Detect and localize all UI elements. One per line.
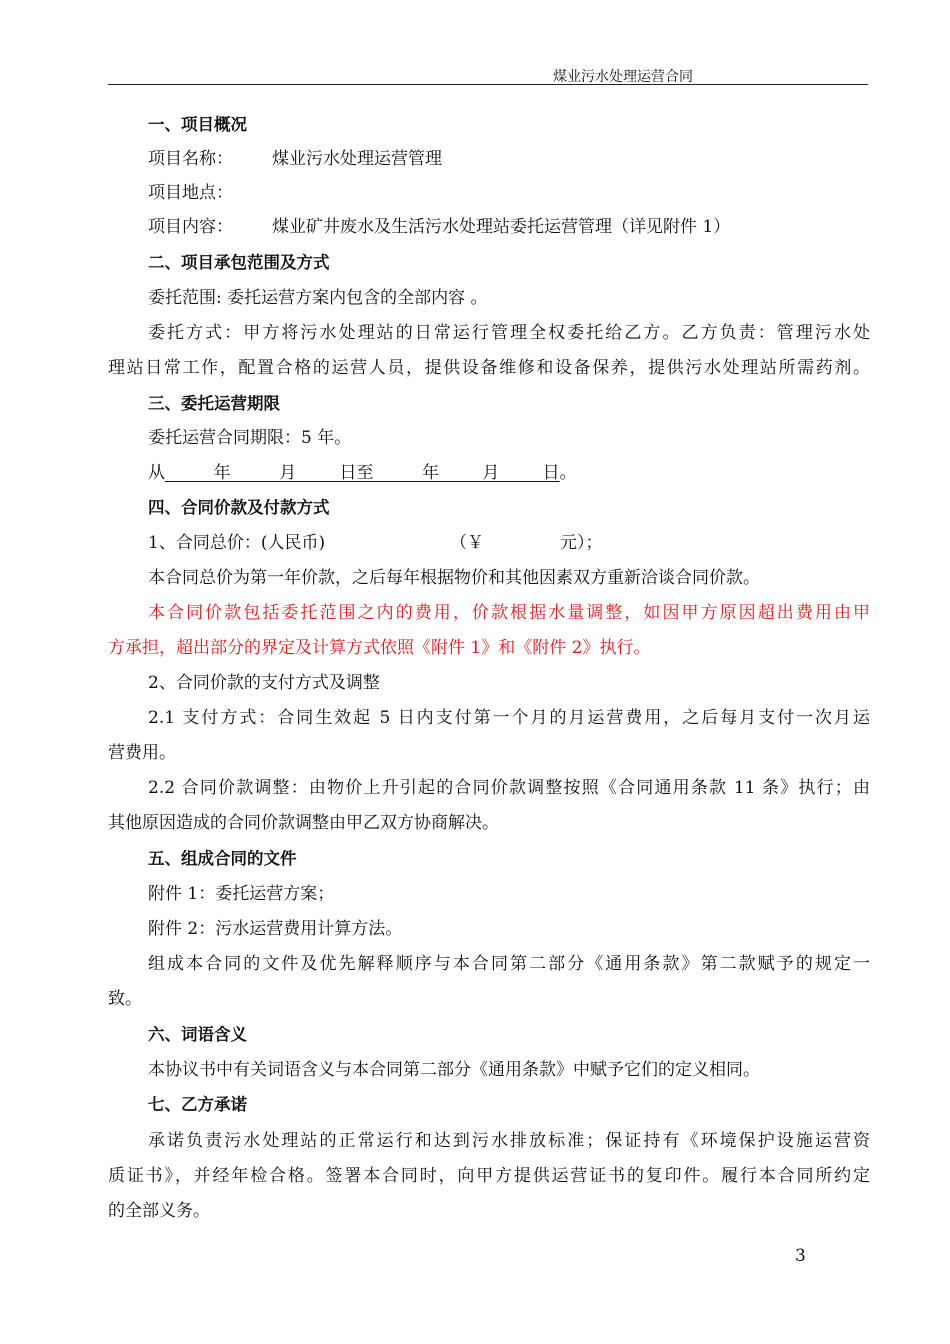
section-5-heading: 五、组成合同的文件 [148, 849, 297, 868]
total-price-row [148, 532, 870, 554]
header-divider [108, 84, 868, 85]
payment-subheading: 2、合同价款的支付方式及调整 [148, 673, 380, 693]
project-content-row [148, 216, 870, 238]
definitions-text: 本协议书中有关词语含义与本合同第二部分《通用条款》中赋予它们的定义相同。 [148, 1060, 760, 1080]
documents-order-line-2: 致。 [108, 989, 142, 1009]
term-from-label: 从 [148, 463, 165, 483]
attachment-2: 附件 2：污水运营费用计算方法。 [148, 919, 403, 939]
price-adjust-line-2: 其他原因造成的合同价款调整由甲乙双方协商解决。 [108, 813, 499, 833]
project-name-row [148, 148, 870, 170]
method-text-line-1: 委托方式：甲方将污水处理站的日常运行管理全权委托给乙方。乙方负责：管理污水处 [148, 323, 870, 343]
commitment-line-1: 承诺负责污水处理站的正常运行和达到污水排放标准；保证持有《环境保护设施运营资 [148, 1131, 870, 1151]
section-3-heading: 三、委托运营期限 [148, 394, 280, 413]
total-price-unit: 元）； [560, 533, 603, 553]
method-text-line-2: 理站日常工作，配置合格的运营人员，提供设备维修和设备保养，提供污水处理站所需药剂。 [108, 358, 870, 378]
section-1-heading: 一、项目概况 [148, 115, 247, 134]
payment-method-line-1: 2.1 支付方式：合同生效起 5 日内支付第一个月的月运营费用，之后每月支付一次月运 [148, 708, 870, 728]
header-title: 煤业污水处理运营合同 [553, 69, 693, 85]
project-content-value: 煤业矿井废水及生活污水处理站委托运营管理（详见附件 1） [272, 217, 731, 237]
total-price-label: 1、合同总价：(人民币) [148, 533, 326, 553]
section-2-heading: 二、项目承包范围及方式 [148, 253, 330, 272]
attachment-1: 附件 1：委托运营方案； [148, 884, 335, 904]
section-7-heading: 七、乙方承诺 [148, 1095, 247, 1114]
term-date-blanks: 年 月 日至 年 月 日 [165, 463, 560, 483]
commitment-line-3: 的全部义务。 [108, 1201, 210, 1221]
price-adjustment-note-line-1: 本合同价款包括委托范围之内的费用，价款根据水量调整，如因甲方原因超出费用由甲 [148, 603, 870, 623]
section-4-heading: 四、合同价款及付款方式 [148, 498, 330, 517]
project-content-label: 项目内容： [148, 217, 233, 237]
page-number: 3 [795, 1246, 806, 1266]
term-dates-row [148, 462, 870, 484]
price-basis-text: 本合同总价为第一年价款，之后每年根据物价和其他因素双方重新洽谈合同价款。 [148, 568, 760, 588]
total-price-yen: （￥ [450, 533, 484, 553]
term-end-mark: 。 [559, 463, 577, 483]
commitment-line-2: 质证书》，并经年检合格。签署本合同时，向甲方提供运营证书的复印件。履行本合同所约定 [108, 1166, 870, 1186]
price-adjust-line-1: 2.2 合同价款调整：由物价上升引起的合同价款调整按照《合同通用条款 11 条》执行；由 [148, 778, 870, 798]
project-location-label: 项目地点： [148, 183, 233, 203]
section-6-heading: 六、词语含义 [148, 1025, 247, 1044]
payment-method-line-2: 营费用。 [108, 743, 176, 763]
price-adjustment-note-line-2: 方承担，超出部分的界定及计算方式依照《附件 1》和《附件 2》执行。 [108, 638, 651, 658]
term-text: 委托运营合同期限：5 年。 [148, 428, 352, 448]
documents-order-line-1: 组成本合同的文件及优先解释顺序与本合同第二部分《通用条款》第二款赋予的规定一 [148, 954, 870, 974]
project-name-value: 煤业污水处理运营管理 [272, 149, 442, 169]
scope-text: 委托范围: 委托运营方案内包含的全部内容 。 [148, 288, 488, 308]
project-name-label: 项目名称： [148, 149, 233, 169]
